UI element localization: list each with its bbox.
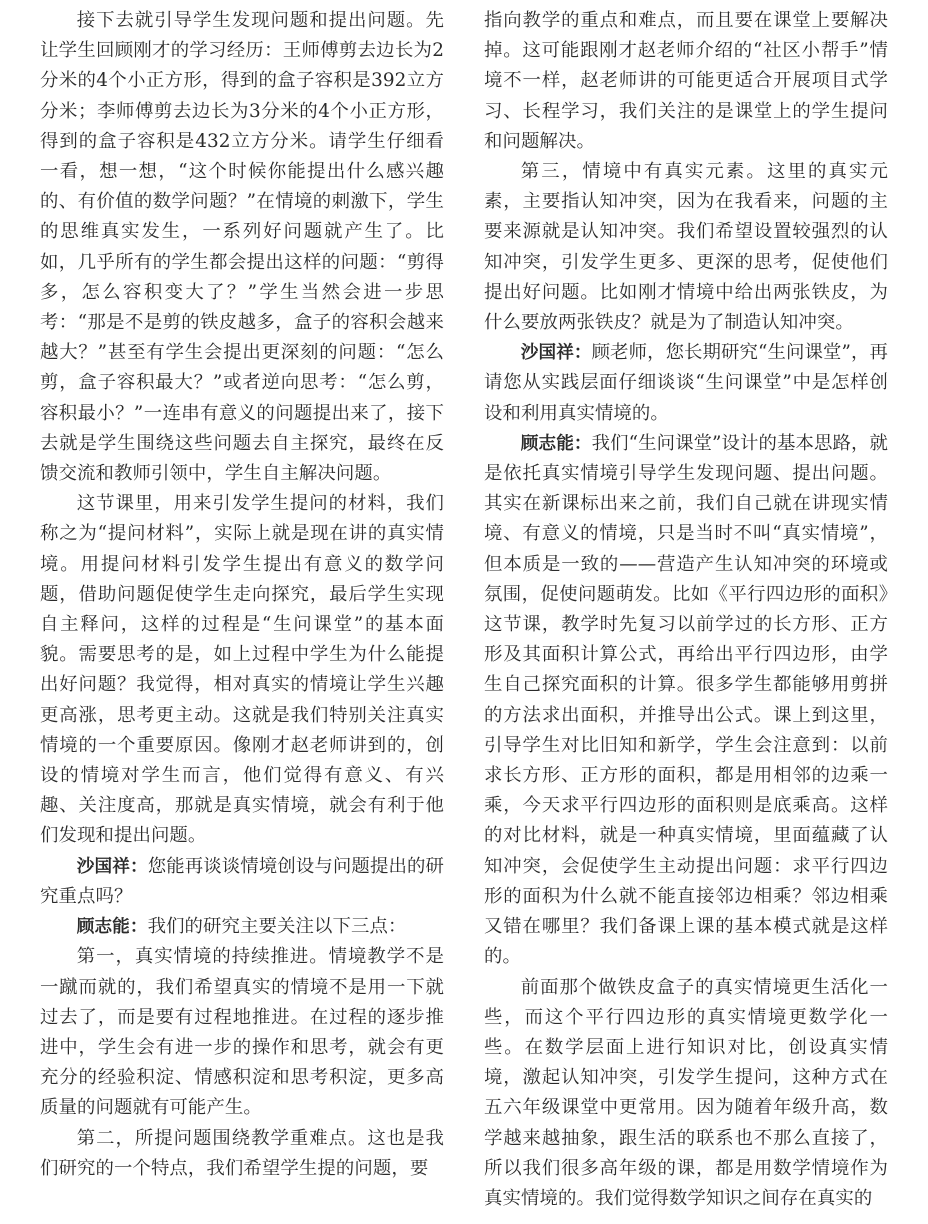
- paragraph-continuation: [484, 6, 888, 157]
- paragraph-text: 第二，所提问题围绕教学重难点。这也是我们研究的一个特点，我们希望学生提的问题，要: [40, 1127, 444, 1179]
- dialogue-paragraph: [484, 429, 888, 973]
- dialogue-paragraph: [484, 338, 888, 429]
- paragraph-text: 前面那个做铁皮盒子的真实情境更生活化一些，而这个平行四边形的真实情境更数学化一些。在数学层面上进行知识对比，创设真实情境，激起认知冲突，引发学生提问，这种方式在五六年级课堂中更常用。因为随着年级升高，数学越来越抽象，跟生活的联系也不那么直接了，所以我们很多高年级的课，都是用数学情境作为真实情境的。我们觉得数学知识之间存在真实的: [484, 976, 888, 1209]
- paragraph-text: 这节课里，用来引发学生提问的材料，我们称之为“提问材料”，实际上就是现在讲的真实情境。用提问材料引发学生提出有意义的数学问题，借助问题促使学生走向探究，最后学生实现自主释问，这样的过程是“生问课堂”的基本面貌。需要思考的是，如上过程中学生为什么能提出好问题？我觉得，相对真实的情境让学生兴趣更高涨，思考更主动。这就是我们特别关注真实情境的一个重要原因。像刚才赵老师讲到的，创设的情境对学生而言，他们觉得有意义、有兴趣、关注度高，那就是真实情境，就会有利于他们发现和提出问题。: [40, 493, 444, 847]
- paragraph-text: 顾老师，您长期研究“生问课堂”，再请您从实践层面仔细谈谈“生问课堂”中是怎样创设和利用真实情境的。: [484, 342, 888, 424]
- paragraph-text: 我们“生问课堂”设计的基本思路，就是依托真实情境引导学生发现问题、提出问题。其实在新课标出来之前，我们自己就在讲现实情境、有意义的情境，只是当时不叫“真实情境”，但本质是一致的——营造产生认知冲突的环境或氛围，促使问题萌发。比如《平行四边形的面积》这节课，教学时先复习以前学过的长方形、正方形及其面积计算公式，再给出平行四边形，由学生自己探究面积的计算。很多学生都能够用剪拼的方法求出面积，并推导出公式。课上到这里，引导学生对比旧知和新学，学生会注意到：以前求长方形、正方形的面积，都是用相邻的边乘一乘，今天求平行四边形的面积则是底乘高。这样的对比材料，就是一种真实情境，里面蕴藏了认知冲突，会促使学生主动提出问题：求平行四边形的面积为什么就不能直接邻边相乘？邻边相乘又错在哪里？我们备课上课的基本模式就是这样的。: [484, 432, 888, 968]
- article-page: [40, 6, 888, 1218]
- paragraph-text: 第三，情境中有真实元素。这里的真实元素，主要指认知冲突，因为在我看来，问题的主要来源就是认知冲突。我们希望设置较强烈的认知冲突，引发学生更多、更深的思考，促使他们提出好问题。比如刚才情境中给出两张铁皮，为什么要放两张铁皮？就是为了制造认知冲突。: [484, 161, 888, 334]
- paragraph: [40, 942, 444, 1123]
- left-column: [40, 6, 444, 1218]
- dialogue-paragraph: [40, 912, 444, 942]
- paragraph-text: 您能再谈谈情境创设与问题提出的研究重点吗？: [40, 855, 444, 907]
- paragraph: [40, 489, 444, 851]
- dialogue-paragraph: [40, 852, 444, 912]
- paragraph-text: 第一，真实情境的持续推进。情境教学不是一蹴而就的，我们希望真实的情境不是用一下就过去了，而是要有过程地推进。在过程的逐步推进中，学生会有进一步的操作和思考，就会有更充分的经验积淀、情感积淀和思考积淀，更多高质量的问题就有可能产生。: [40, 946, 444, 1119]
- speaker-name: 顾志能：: [76, 917, 148, 938]
- right-column: [484, 6, 888, 1218]
- paragraph-text: 接下去就引导学生发现问题和提出问题。先让学生回顾刚才的学习经历：王师傅剪去边长为2分米的4个小正方形，得到的盒子容积是392立方分米；李师傅剪去边长为3分米的4个小正方形，得到的盒子容积是432立方分米。请学生仔细看一看，想一想，“这个时候你能提出什么感兴趣的、有价值的数学问题？”在情境的刺激下，学生的思维真实发生，一系列好问题就产生了。比如，几乎所有的学生都会提出这样的问题：“剪得多，怎么容积变大了？”学生当然会进一步思考：“那是不是剪的铁皮越多，盒子的容积会越来越大？”甚至有学生会提出更深刻的问题：“怎么剪，盒子容积最大？”或者逆向思考：“怎么剪，容积最小？”一连串有意义的问题提出来了，接下去就是学生围绕这些问题去自主探究，最终在反馈交流和教师引领中，学生自主解决问题。: [40, 10, 444, 485]
- speaker-name: 沙国祥：: [76, 856, 148, 877]
- speaker-name: 沙国祥：: [520, 343, 592, 364]
- paragraph: [40, 1124, 444, 1184]
- paragraph: [40, 6, 444, 489]
- paragraph: [484, 973, 888, 1215]
- speaker-name: 顾志能：: [520, 433, 592, 454]
- paragraph: [484, 157, 888, 338]
- paragraph-text: 指向教学的重点和难点，而且要在课堂上要解决掉。这可能跟刚才赵老师介绍的“社区小帮手”情境不一样，赵老师讲的可能更适合开展项目式学习、长程学习，我们关注的是课堂上的学生提问和问题解决。: [484, 10, 888, 152]
- paragraph-text: 我们的研究主要关注以下三点：: [147, 916, 407, 938]
